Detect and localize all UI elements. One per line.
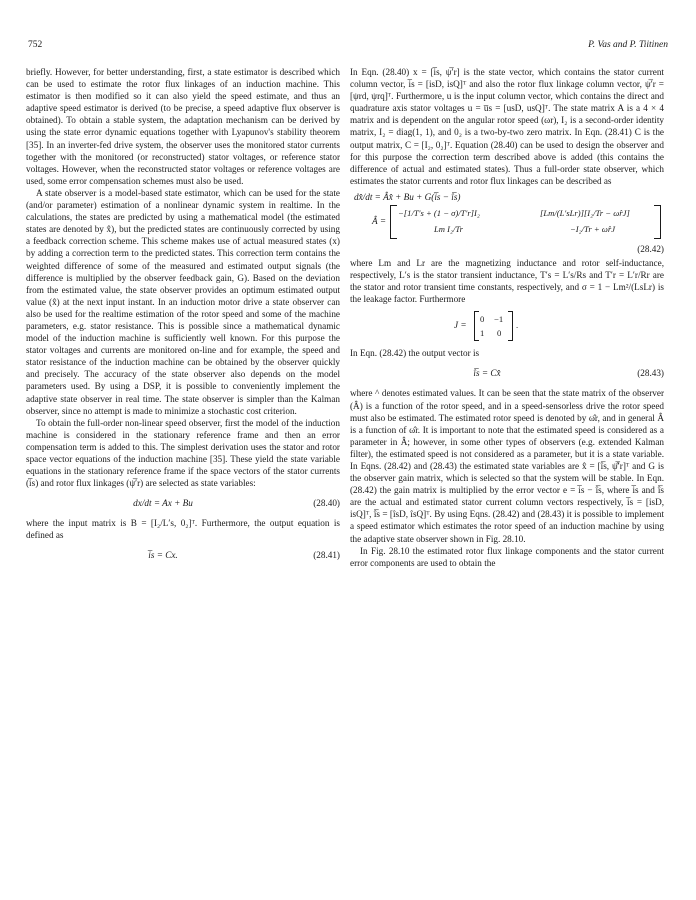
matrix-label: J = — [454, 320, 467, 331]
left-column — [26, 66, 340, 569]
matrix-label: Â = — [372, 215, 387, 226]
paragraph: In Eqn. (28.40) x = [i̅s, ψ̅′r] is the state vector, which contains the stator current column vector, i̅s = [isD, isQ]ᵀ and also the rotor flux linkage column vector, ψ̅′r = [ψrd, ψrq]ᵀ. Furthermore, u is the input column vector, which contains the direct and quadrature axis stator voltages u = u̅s = [usD, usQ]ᵀ. The state matrix A is a 4 × 4 matrix and is dependent on the angular rotor speed (ωr), I₂ is a second-order identity matrix, I₂ = diag(1, 1), and 0₂ is a two-by-two zero matrix. In Eqn. (28.41) C is the output matrix, C = [I₂, 0₂]ᵀ. Equation (28.40) can be used to design the observer and for this purpose the correction term described above is added (this contains the difference of actual and estimated states). Thus a full-order state observer, which estimates the stator currents and rotor flux linkages can be described as — [350, 67, 664, 186]
matrix-cell: −I₂/Tr + ω̂rJ — [570, 223, 616, 234]
equation-line: dx̂/dt = Âx̂ + Bu + G(i̅s − î̅s) — [354, 191, 461, 202]
running-authors: P. Vas and P. Tiitinen — [588, 40, 668, 50]
matrix-bracket-left — [390, 205, 397, 239]
paragraph: In Eqn. (28.42) the output vector is — [350, 348, 480, 359]
j-matrix-equation — [350, 307, 664, 345]
matrix-cell: 0 — [497, 328, 502, 339]
equation-period: . — [516, 320, 519, 331]
matrix-cell: Lm I₂/Tr — [434, 223, 464, 234]
equation-body: i̅s = Cx. — [148, 550, 178, 561]
paragraph: where ^ denotes estimated values. It can be seen that the state matrix of the observer (Â) is a function of the rotor speed, and in a speed-sensorless drive the rotor speed must also be estimated. The estimated rotor speed is denoted by ω̂r, and in general Â is a function of ω̂r. It is important to note that the estimated speed is considered as a parameter in Â; however, in some other types of observers (e.g. extended Kalman filter), the estimated speed is not considered as a parameter, but it is a state variable. In Eqns. (28.42) and (28.43) the estimated state variables are x̂ = [î̅s, ψ̂̅′r]ᵀ and G is the observer gain matrix, which is selected so that the system will be stable. In Eqn. (28.42) the gain matrix is multiplied by the error vector e = i̅s − î̅s, where i̅s and î̅s are the actual and estimated stator current column vectors respectively, i̅s = [isD, isQ]ᵀ, î̅s = [îsD, îsQ]ᵀ. By using Eqns. (28.42) and (28.43) it is possible to implement a speed estimator which estimates the rotor speed of an induction machine by using the adaptive state observer shown in Fig. 28.10. — [350, 388, 664, 544]
matrix-cell: 1 — [480, 328, 485, 339]
matrix-bracket-left — [474, 311, 479, 341]
matrix-cell: [Lm/(L′sLr)][I₂/Tr − ω̂rJ] — [540, 207, 630, 218]
matrix-cell: 0 — [480, 314, 485, 325]
paragraph: briefly. However, for better understanding, first, a state estimator is described which can be used to estimate the rotor flux linkages of an induction machine. This estimator is then modified so it can also yield the speed estimate, and thus an adaptive speed estimator is derived (to be precise, a speed adaptive flux observer is obtained). To obtain a stable system, the adaptation mechanism can be derived by using the state error dynamic equations together with Lyapunov's stability theorem [35]. In an inverter-fed drive system, the observer uses the monitored stator currents together with the monitored (or reconstructed) stator voltages, or reference stator voltages. However, when the reconstructed stator voltages or reference voltages are used, some error compensation schemes must also be used. — [26, 67, 340, 186]
equation-body: î̅s = Cx̂ — [473, 368, 501, 379]
equation-28-43 — [350, 362, 664, 384]
equation-number: (28.42) — [637, 243, 664, 254]
paragraph: In Fig. 28.10 the estimated rotor flux linkage components and the stator current error components are used to obtain the — [350, 545, 664, 568]
equation-number: (28.43) — [637, 368, 664, 379]
page-header — [28, 40, 668, 54]
paragraph: where the input matrix is B = [I₂/L′s, 0₂]ᵀ. Furthermore, the output equation is defined as — [26, 518, 340, 541]
equation-number: (28.40) — [313, 498, 340, 509]
equation-number: (28.41) — [313, 550, 340, 561]
equation-28-41 — [26, 544, 340, 566]
matrix-bracket-right — [654, 205, 661, 239]
paragraph: where Lm and Lr are the magnetizing inductance and rotor self-inductance, respectively, L′s is the stator transient inductance, T′s = L′s/Rs and T′r = L′r/Rr are the stator and rotor transient time constants, respectively, and σ = 1 − Lm²/(LsLr) is the leakage factor. Furthermore — [350, 257, 664, 305]
equation-28-42 — [350, 189, 664, 255]
paragraph: To obtain the full-order non-linear speed observer, first the model of the induction machine is considered in the stationary reference frame and then an error compensation term is added to this. The simplest derivation uses the stator and rotor space vector equations of the induction machine [35]. These yield the state variable equations in the stationary reference frame if the space vectors of the stator currents (i̅s) and rotor flux linkages (ψ̅′r) are selected as state variables: — [26, 417, 340, 489]
matrix-cell: −[1/T′s + (1 − σ)/T′r]I₂ — [398, 207, 480, 218]
matrix-cell: −1 — [494, 314, 504, 325]
right-column — [350, 66, 664, 569]
matrix-bracket-right — [508, 311, 513, 341]
paragraph: A state observer is a model-based state estimator, which can be used for the state (and/or parameter) estimation of a nonlinear dynamic system in realtime. In the calculations, the states are predicted by using a mathematical model (the estimated states are denoted by x̂), but the predicted states are continuously corrected by using a feedback correction scheme. This scheme makes use of actual measured states (x) by adding a correction term to the predicted states. This correction term contains the weighted difference of some of the measured and estimated output signals (the difference is multiplied by the observer feedback gain, G). Based on the deviation from the estimated value, the state observer provides an optimum estimated output value (x̂) at the next input instant. In an induction motor drive a state observer can also be used for the realtime estimation of the rotor speed and some of the machine parameters, e.g. stator resistance. This is possible since a mathematical dynamic model of the induction machine is sufficiently well known. For this purpose the stator voltages and currents are monitored on-line and for example, the speed and stator resistance of the induction machine can be obtained by the observer quickly and precisely. The accuracy of the state observer also depends on the model parameters used. By using a DSP, it is possible to conveniently implement the adaptive state observer in real time. The state observer is simpler than the Kalman observer, since no attempt is made to minimize a stochastic cost criterion. — [26, 187, 340, 416]
page-number: 752 — [28, 40, 43, 50]
equation-28-40 — [26, 492, 340, 514]
equation-body: dx/dt = Ax + Bu — [133, 498, 193, 509]
